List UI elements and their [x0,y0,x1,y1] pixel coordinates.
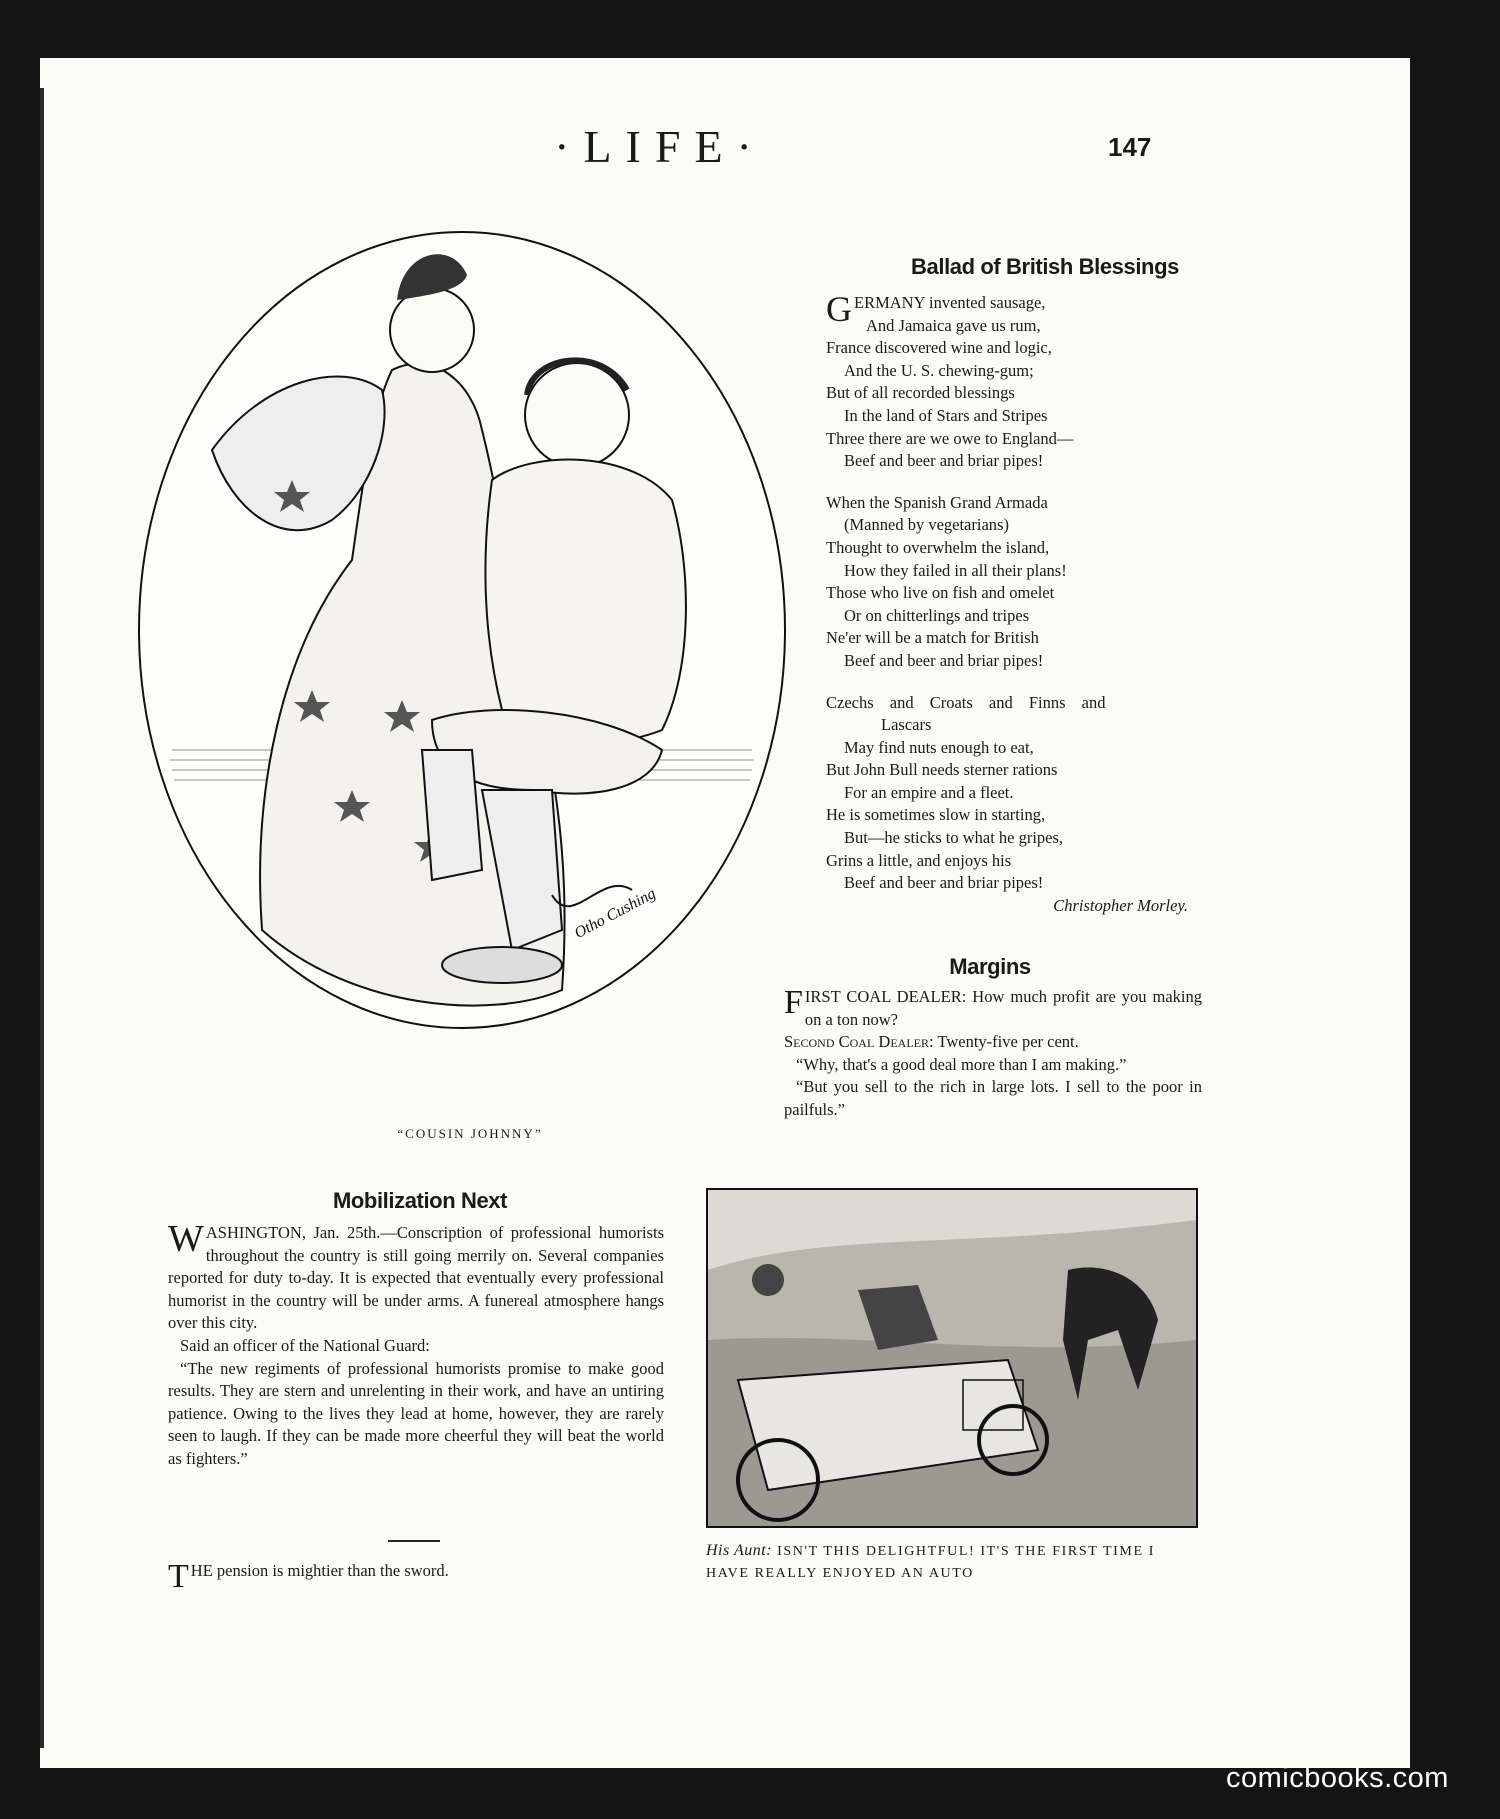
photo-caption-speaker: His Aunt: [706,1542,772,1559]
margins-title: Margins [949,954,1031,979]
watermark: comicbooks.com [1226,1762,1449,1794]
ballad-dropcap: G [826,289,852,329]
page-number: 147 [1108,132,1152,162]
cousin-johnny-illustration [132,230,792,1100]
section-divider [388,1540,440,1542]
margins-text: FIRST COAL DEALER: How much profit are you making on a ton now? Second Coal Dealer: Twenty-five per cent. “Why, that's a good deal more than I am making.” “But you sell to the rich in large lots. I sell to the poor in pailfuls.” [784,984,1202,1119]
mobilization-title: Mobilization Next [332,1188,508,1213]
auto-and-horse-illustration [706,1188,1198,1528]
ballad-author: Christopher Morley. [1053,895,1188,915]
illustration-caption: “COUSIN JOHNNY” [397,1126,543,1141]
pension-dropcap: T [168,1558,189,1595]
photo-caption-text: ISN'T THIS DELIGHTFUL! IT'S THE FIRST TIME I HAVE REALLY ENJOYED AN AUTO [706,1544,1155,1581]
mobilization-dropcap: W [168,1218,204,1260]
mobilization-text: WASHINGTON, Jan. 25th.—Conscription of professional humorists throughout the country is still going merrily on. Several companies reported for duty to-day. It is expected that eventually every professional humorist in the country will be under arms. A funereal atmosphere hangs over this city. Said an officer of the National Guard: “The new regiments of professional humorists promise to make good results. They are stern and unrelenting in their work, and have an untiring patience. Owing to the lives they lead at home, however, they are rarely seen to laugh. If they can be made more cheerful they will beat the world as fighters.” [168,1218,664,1468]
margins-dropcap: F [784,984,803,1021]
illustration-signature: Otho Cushing [571,885,659,943]
ballad-title: Ballad of British Blessings [911,254,1179,279]
photo-caption [706,1540,1196,1585]
pension-text: THE pension is mightier than the sword. [168,1558,449,1595]
masthead-title: ·LIFE· [554,121,766,172]
page-spine [40,88,44,1748]
ballad-poem: GERMANY invented sausage, And Jamaica gave us rum, France discovered wine and logic, And the U. S. chewing-gum; But of all recorded blessings In the land of Stars and Stripes Three there are we owe to England— Beef and beer and briar pipes! When the Spanish Grand Armada (Manned by vegetarians) Thought to overwhelm the island, How they failed in all their plans! Those who live on fish and omelet Or on chitterlings and tripes Ne'er will be a match for British Beef and beer and briar pipes! Czechs and Croats and Finns and Lascars May find nuts enough to eat, But John Bull needs sterner rations For an empire and a fleet. He is sometimes slow in starting, But—he sticks to what he gripes, Grins a little, and enjoys his Beef and beer and briar pipes! Christopher Morley. [826,292,1206,917]
